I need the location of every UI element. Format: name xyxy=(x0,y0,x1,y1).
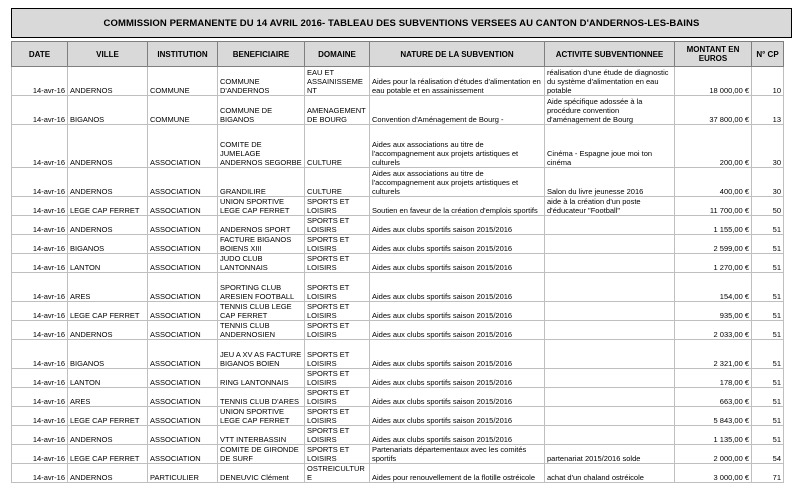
table-row[interactable] xyxy=(12,273,784,302)
cell-ncp[interactable]: 30 xyxy=(752,125,784,168)
document-title: COMMISSION PERMANENTE DU 14 AVRIL 2016- TABLEAU DES SUBVENTIONS VERSEES AU CANTON D'ANDERNOS-LES-BAINS xyxy=(11,8,792,38)
cell-ncp[interactable]: 51 xyxy=(752,369,784,388)
cell-institution[interactable]: ASSOCIATION xyxy=(148,254,218,273)
header-row xyxy=(12,42,784,67)
cell-ville[interactable]: LEGE CAP FERRET xyxy=(68,445,148,464)
cell-montant[interactable]: 2 000,00 € xyxy=(675,445,752,464)
cell-date[interactable]: 14-avr-16 xyxy=(12,426,68,445)
cell-ville[interactable]: ANDERNOS xyxy=(68,168,148,197)
table-row[interactable] xyxy=(12,254,784,273)
cell-nature[interactable]: Aides aux clubs sportifs saison 2015/2016 xyxy=(370,388,545,407)
cell-montant[interactable]: 2 321,00 € xyxy=(675,340,752,369)
cell-ville[interactable]: LANTON xyxy=(68,254,148,273)
cell-montant[interactable]: 178,00 € xyxy=(675,369,752,388)
cell-montant[interactable]: 11 700,00 € xyxy=(675,197,752,216)
cell-nature[interactable]: Aides aux clubs sportifs saison 2015/2016 xyxy=(370,254,545,273)
cell-beneficiaire[interactable]: RING LANTONNAIS xyxy=(218,369,305,388)
table-row[interactable] xyxy=(12,464,784,483)
table-row[interactable] xyxy=(12,340,784,369)
cell-ville[interactable]: LEGE CAP FERRET xyxy=(68,197,148,216)
cell-beneficiaire[interactable]: ANDERNOS SPORT xyxy=(218,216,305,235)
cell-institution[interactable]: ASSOCIATION xyxy=(148,321,218,340)
cell-montant[interactable]: 37 800,00 € xyxy=(675,96,752,125)
cell-ville[interactable]: BIGANOS xyxy=(68,340,148,369)
cell-activite[interactable]: réalisation d'une étude de diagnostic du système d'alimentation en eau potable xyxy=(545,67,675,96)
cell-ncp[interactable]: 51 xyxy=(752,388,784,407)
cell-ville[interactable]: LANTON xyxy=(68,369,148,388)
cell-ville[interactable]: ARES xyxy=(68,388,148,407)
cell-activite[interactable] xyxy=(545,340,675,369)
cell-activite[interactable] xyxy=(545,407,675,426)
cell-activite[interactable]: Aide spécifique adossée à la procédure convention d'aménagement de Bourg xyxy=(545,96,675,125)
cell-date[interactable]: 14-avr-16 xyxy=(12,216,68,235)
header-nature[interactable]: NATURE DE LA SUBVENTION xyxy=(370,42,545,67)
cell-montant[interactable]: 154,00 € xyxy=(675,273,752,302)
cell-ville[interactable]: LEGE CAP FERRET xyxy=(68,407,148,426)
cell-date[interactable]: 14-avr-16 xyxy=(12,197,68,216)
table-row[interactable] xyxy=(12,96,784,125)
table-row[interactable] xyxy=(12,168,784,197)
cell-domaine[interactable]: SPORTS ET LOISIRS xyxy=(305,369,370,388)
header-domaine[interactable]: DOMAINE xyxy=(305,42,370,67)
cell-ncp[interactable]: 50 xyxy=(752,197,784,216)
cell-activite[interactable] xyxy=(545,235,675,254)
cell-activite[interactable]: partenariat 2015/2016 solde xyxy=(545,445,675,464)
cell-ncp[interactable]: 51 xyxy=(752,321,784,340)
cell-nature[interactable]: Soutien en faveur de la création d'emplois sportifs xyxy=(370,197,545,216)
cell-activite[interactable] xyxy=(545,216,675,235)
cell-montant[interactable]: 5 843,00 € xyxy=(675,407,752,426)
cell-institution[interactable]: ASSOCIATION xyxy=(148,369,218,388)
cell-domaine[interactable]: CULTURE xyxy=(305,125,370,168)
cell-date[interactable]: 14-avr-16 xyxy=(12,388,68,407)
cell-ville[interactable]: BIGANOS xyxy=(68,235,148,254)
cell-date[interactable]: 14-avr-16 xyxy=(12,273,68,302)
table-row[interactable] xyxy=(12,67,784,96)
cell-domaine[interactable]: SPORTS ET LOISIRS xyxy=(305,302,370,321)
cell-nature[interactable]: Partenariats départementaux avec les comités sportifs xyxy=(370,445,545,464)
cell-nature[interactable]: Aides aux clubs sportifs saison 2015/2016 xyxy=(370,216,545,235)
cell-beneficiaire[interactable]: TENNIS CLUB LEGE CAP FERRET xyxy=(218,302,305,321)
cell-ncp[interactable]: 30 xyxy=(752,168,784,197)
cell-montant[interactable]: 2 599,00 € xyxy=(675,235,752,254)
cell-montant[interactable]: 935,00 € xyxy=(675,302,752,321)
header-activite[interactable]: ACTIVITE SUBVENTIONNEE xyxy=(545,42,675,67)
cell-nature[interactable]: Aides pour la réalisation d'études d'alimentation en eau potable et en assainissement xyxy=(370,67,545,96)
cell-activite[interactable] xyxy=(545,369,675,388)
cell-institution[interactable]: ASSOCIATION xyxy=(148,340,218,369)
cell-ncp[interactable]: 13 xyxy=(752,96,784,125)
cell-date[interactable]: 14-avr-16 xyxy=(12,168,68,197)
cell-nature[interactable]: Aides aux clubs sportifs saison 2015/2016 xyxy=(370,273,545,302)
cell-beneficiaire[interactable]: UNION SPORTIVE LEGE CAP FERRET xyxy=(218,407,305,426)
header-beneficiaire[interactable]: BENEFICIAIRE xyxy=(218,42,305,67)
cell-activite[interactable] xyxy=(545,302,675,321)
cell-domaine[interactable]: SPORTS ET LOISIRS xyxy=(305,426,370,445)
cell-activite[interactable]: Salon du livre jeunesse 2016 xyxy=(545,168,675,197)
cell-institution[interactable]: ASSOCIATION xyxy=(148,197,218,216)
cell-institution[interactable]: PARTICULIER xyxy=(148,464,218,483)
cell-institution[interactable]: COMMUNE xyxy=(148,96,218,125)
cell-activite[interactable] xyxy=(545,254,675,273)
cell-domaine[interactable]: SPORTS ET LOISIRS xyxy=(305,197,370,216)
cell-ncp[interactable]: 51 xyxy=(752,254,784,273)
cell-domaine[interactable]: SPORTS ET LOISIRS xyxy=(305,273,370,302)
cell-beneficiaire[interactable]: GRANDILIRE xyxy=(218,168,305,197)
header-institution[interactable]: INSTITUTION xyxy=(148,42,218,67)
table-row[interactable] xyxy=(12,216,784,235)
cell-date[interactable]: 14-avr-16 xyxy=(12,321,68,340)
cell-montant[interactable]: 1 155,00 € xyxy=(675,216,752,235)
cell-ville[interactable]: ANDERNOS xyxy=(68,426,148,445)
cell-ville[interactable]: ANDERNOS xyxy=(68,125,148,168)
cell-date[interactable]: 14-avr-16 xyxy=(12,445,68,464)
cell-domaine[interactable]: SPORTS ET LOISIRS xyxy=(305,407,370,426)
cell-ville[interactable]: LEGE CAP FERRET xyxy=(68,302,148,321)
cell-nature[interactable]: Aides aux associations au titre de l'accompagnement aux projets artistiques et culturels xyxy=(370,125,545,168)
cell-date[interactable]: 14-avr-16 xyxy=(12,340,68,369)
cell-date[interactable]: 14-avr-16 xyxy=(12,302,68,321)
cell-nature[interactable]: Aides aux clubs sportifs saison 2015/2016 xyxy=(370,321,545,340)
cell-domaine[interactable]: SPORTS ET LOISIRS xyxy=(305,445,370,464)
cell-nature[interactable]: Aides aux clubs sportifs saison 2015/2016 xyxy=(370,302,545,321)
cell-activite[interactable]: achat d'un chaland ostréicole xyxy=(545,464,675,483)
cell-activite[interactable] xyxy=(545,273,675,302)
cell-domaine[interactable]: SPORTS ET LOISIRS xyxy=(305,254,370,273)
cell-institution[interactable]: ASSOCIATION xyxy=(148,302,218,321)
cell-domaine[interactable]: SPORTS ET LOISIRS xyxy=(305,321,370,340)
cell-ncp[interactable]: 51 xyxy=(752,216,784,235)
cell-institution[interactable]: ASSOCIATION xyxy=(148,426,218,445)
cell-ncp[interactable]: 51 xyxy=(752,273,784,302)
cell-beneficiaire[interactable]: JUDO CLUB LANTONNAIS xyxy=(218,254,305,273)
cell-date[interactable]: 14-avr-16 xyxy=(12,464,68,483)
header-ville[interactable]: VILLE xyxy=(68,42,148,67)
cell-montant[interactable]: 200,00 € xyxy=(675,125,752,168)
cell-domaine[interactable]: SPORTS ET LOISIRS xyxy=(305,235,370,254)
cell-montant[interactable]: 3 000,00 € xyxy=(675,464,752,483)
table-row[interactable] xyxy=(12,369,784,388)
cell-activite[interactable] xyxy=(545,321,675,340)
cell-activite[interactable]: aide à la création d'un poste d'éducateur "Football" xyxy=(545,197,675,216)
cell-institution[interactable]: ASSOCIATION xyxy=(148,445,218,464)
cell-ville[interactable]: BIGANOS xyxy=(68,96,148,125)
cell-date[interactable]: 14-avr-16 xyxy=(12,96,68,125)
cell-ncp[interactable]: 71 xyxy=(752,464,784,483)
cell-montant[interactable]: 2 033,00 € xyxy=(675,321,752,340)
header-ncp[interactable]: N° CP xyxy=(752,42,784,67)
cell-institution[interactable]: ASSOCIATION xyxy=(148,273,218,302)
cell-domaine[interactable]: AMENAGEMENT DE BOURG xyxy=(305,96,370,125)
cell-beneficiaire[interactable]: DENEUVIC Clément xyxy=(218,464,305,483)
cell-nature[interactable]: Aides aux clubs sportifs saison 2015/2016 xyxy=(370,407,545,426)
cell-beneficiaire[interactable]: COMITE DE GIRONDE DE SURF xyxy=(218,445,305,464)
cell-institution[interactable]: ASSOCIATION xyxy=(148,125,218,168)
table-row[interactable] xyxy=(12,197,784,216)
table-body xyxy=(12,67,784,483)
table-row[interactable] xyxy=(12,407,784,426)
table-row[interactable] xyxy=(12,125,784,168)
cell-nature[interactable]: Aides aux clubs sportifs saison 2015/2016 xyxy=(370,235,545,254)
cell-institution[interactable]: COMMUNE xyxy=(148,67,218,96)
header-montant[interactable]: MONTANT EN EUROS xyxy=(675,42,752,67)
table-row[interactable] xyxy=(12,445,784,464)
cell-ncp[interactable]: 51 xyxy=(752,340,784,369)
cell-ncp[interactable]: 10 xyxy=(752,67,784,96)
cell-date[interactable]: 14-avr-16 xyxy=(12,125,68,168)
cell-institution[interactable]: ASSOCIATION xyxy=(148,388,218,407)
cell-activite[interactable]: Cinéma - Espagne joue moi ton cinéma xyxy=(545,125,675,168)
cell-nature[interactable]: Aides pour renouvellement de la flotille ostréicole xyxy=(370,464,545,483)
table-row[interactable] xyxy=(12,321,784,340)
cell-beneficiaire[interactable]: TENNIS CLUB D'ARES xyxy=(218,388,305,407)
cell-montant[interactable]: 1 270,00 € xyxy=(675,254,752,273)
cell-nature[interactable]: Convention d'Aménagement de Bourg - xyxy=(370,96,545,125)
cell-ncp[interactable]: 54 xyxy=(752,445,784,464)
cell-beneficiaire[interactable]: COMMUNE DE BIGANOS xyxy=(218,96,305,125)
cell-institution[interactable]: ASSOCIATION xyxy=(148,235,218,254)
cell-beneficiaire[interactable]: JEU A XV AS FACTURE BIGANOS BOIEN xyxy=(218,340,305,369)
cell-ville[interactable]: ANDERNOS xyxy=(68,216,148,235)
cell-beneficiaire[interactable]: SPORTING CLUB ARESIEN FOOTBALL xyxy=(218,273,305,302)
cell-date[interactable]: 14-avr-16 xyxy=(12,369,68,388)
cell-ncp[interactable]: 51 xyxy=(752,302,784,321)
cell-montant[interactable]: 663,00 € xyxy=(675,388,752,407)
cell-beneficiaire[interactable]: VTT INTERBASSIN xyxy=(218,426,305,445)
cell-beneficiaire[interactable]: FACTURE BIGANOS BOIENS XIII xyxy=(218,235,305,254)
cell-domaine[interactable]: OSTREICULTURE xyxy=(305,464,370,483)
cell-activite[interactable] xyxy=(545,426,675,445)
cell-nature[interactable]: Aides aux clubs sportifs saison 2015/2016 xyxy=(370,369,545,388)
cell-date[interactable]: 14-avr-16 xyxy=(12,254,68,273)
cell-domaine[interactable]: EAU ET ASSAINISSEMENT xyxy=(305,67,370,96)
cell-ncp[interactable]: 51 xyxy=(752,235,784,254)
cell-date[interactable]: 14-avr-16 xyxy=(12,67,68,96)
cell-beneficiaire[interactable]: COMMUNE D'ANDERNOS xyxy=(218,67,305,96)
cell-beneficiaire[interactable]: TENNIS CLUB ANDERNOSIEN xyxy=(218,321,305,340)
cell-beneficiaire[interactable]: UNION SPORTIVE LEGE CAP FERRET xyxy=(218,197,305,216)
cell-activite[interactable] xyxy=(545,388,675,407)
cell-ville[interactable]: ARES xyxy=(68,273,148,302)
cell-domaine[interactable]: SPORTS ET LOISIRS xyxy=(305,216,370,235)
cell-ncp[interactable]: 51 xyxy=(752,407,784,426)
table-row[interactable] xyxy=(12,388,784,407)
cell-montant[interactable]: 400,00 € xyxy=(675,168,752,197)
table-row[interactable] xyxy=(12,426,784,445)
cell-institution[interactable]: ASSOCIATION xyxy=(148,407,218,426)
table-row[interactable] xyxy=(12,235,784,254)
cell-montant[interactable]: 18 000,00 € xyxy=(675,67,752,96)
cell-beneficiaire[interactable]: COMITE DE JUMELAGE ANDERNOS SEGORBE xyxy=(218,125,305,168)
table-row[interactable] xyxy=(12,302,784,321)
cell-domaine[interactable]: SPORTS ET LOISIRS xyxy=(305,388,370,407)
cell-ville[interactable]: ANDERNOS xyxy=(68,464,148,483)
cell-ville[interactable]: ANDERNOS xyxy=(68,67,148,96)
cell-nature[interactable]: Aides aux associations au titre de l'accompagnement aux projets artistiques et culturels xyxy=(370,168,545,197)
cell-domaine[interactable]: SPORTS ET LOISIRS xyxy=(305,340,370,369)
cell-date[interactable]: 14-avr-16 xyxy=(12,235,68,254)
cell-date[interactable]: 14-avr-16 xyxy=(12,407,68,426)
cell-institution[interactable]: ASSOCIATION xyxy=(148,168,218,197)
cell-ncp[interactable]: 51 xyxy=(752,426,784,445)
cell-domaine[interactable]: CULTURE xyxy=(305,168,370,197)
cell-nature[interactable]: Aides aux clubs sportifs saison 2015/2016 xyxy=(370,340,545,369)
cell-ville[interactable]: ANDERNOS xyxy=(68,321,148,340)
header-date[interactable]: DATE xyxy=(12,42,68,67)
cell-montant[interactable]: 1 135,00 € xyxy=(675,426,752,445)
cell-institution[interactable]: ASSOCIATION xyxy=(148,216,218,235)
cell-nature[interactable]: Aides aux clubs sportifs saison 2015/2016 xyxy=(370,426,545,445)
subsidies-table xyxy=(11,41,784,483)
